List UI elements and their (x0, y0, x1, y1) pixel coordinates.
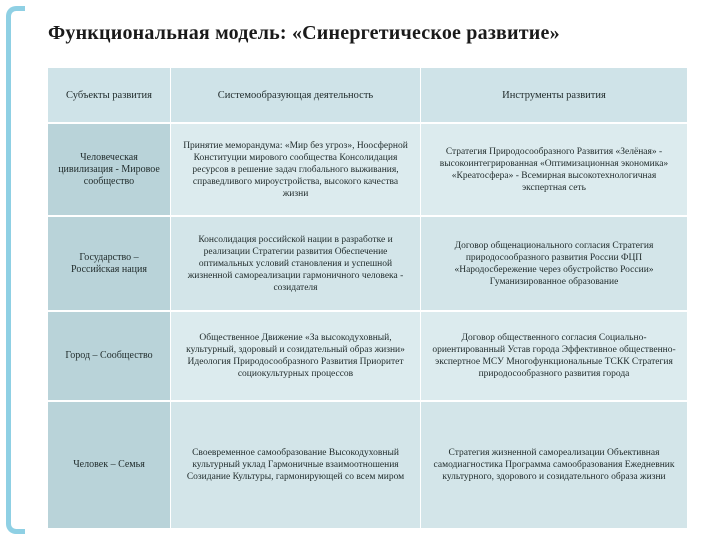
row-subject: Государство – Российская нация (48, 217, 171, 312)
header-activity: Системообразующая деятельность (171, 68, 421, 124)
header-subjects: Субъекты развития (48, 68, 171, 124)
row-activity: Своевременное самообразование Высокодуховный культурный уклад Гармоничные взаимоотношения Созидание Культуры, гармонирующей со всем миром (171, 402, 421, 530)
row-activity: Общественное Движение «За высокодуховный, культурный, здоровый и созидательный образ жизни» Идеология Природосообразного Развития Приоритет социокультурных процессов (171, 312, 421, 402)
row-subject: Человек – Семья (48, 402, 171, 530)
header-tools: Инструменты развития (421, 68, 688, 124)
row-activity: Принятие меморандума: «Мир без угроз», Ноосферной Конституции мирового сообщества Консолидация ресурсов в решение задач глобального выживания, справедливого мироустройства, высокого качества жизни (171, 124, 421, 217)
row-activity: Консолидация российской нации в разработке и реализации Стратегии развития Обеспечение оптимальных условий становления и успешной жизненной самореализации гармоничного человека - созидателя (171, 217, 421, 312)
model-table (48, 68, 688, 530)
row-subject: Человеческая цивилизация - Мировое сообщество (48, 124, 171, 217)
row-tools: Стратегия жизненной самореализации Объективная самодиагностика Программа самообразования Ежедневник культурного, здорового и созидательного образа жизни (421, 402, 688, 530)
slide-title: Функциональная модель: «Синергетическое развитие» (48, 22, 560, 44)
row-tools: Стратегия Природосообразного Развития «Зелёная» - высокоинтегрированная «Оптимизационная экономика» «Креатосфера» - Всемирная высокотехнологичная экспертная сеть (421, 124, 688, 217)
slide-bracket-decoration (6, 6, 25, 534)
row-subject: Город – Сообщество (48, 312, 171, 402)
row-tools: Договор общественного согласия Социально-ориентированный Устав города Эффективное общественно-экспертное МСУ Многофункциональные ТСКК Стратегия природосообразного развития города (421, 312, 688, 402)
row-tools: Договор общенационального согласия Стратегия природосообразного развития России ФЦП «Народосбережение через обустройство России» Гуманизированное образование (421, 217, 688, 312)
